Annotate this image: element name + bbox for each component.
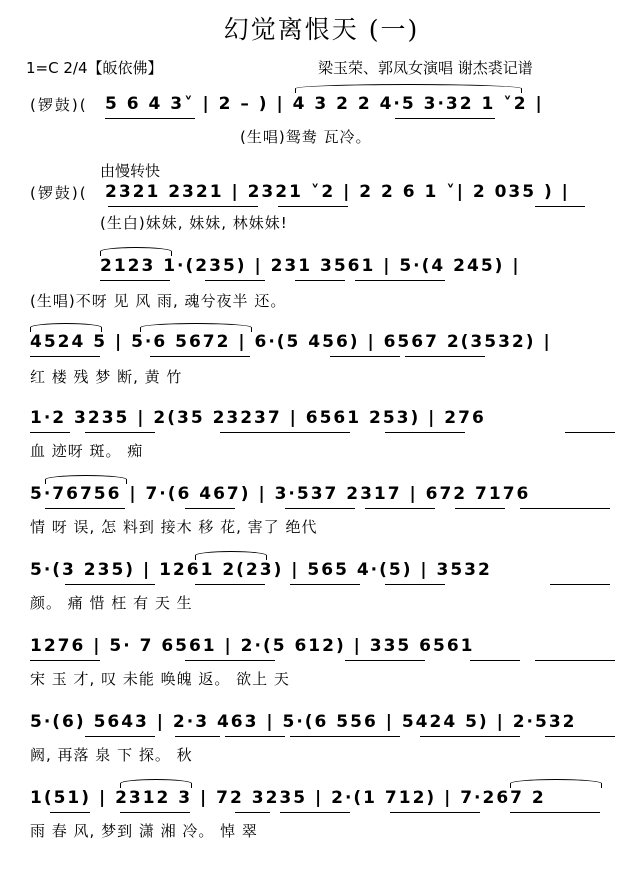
lyric-line: 颜。 痛 惜 枉 有 天 生: [30, 594, 193, 612]
lyric-line: (生唱)不呀 见 风 雨, 魂兮夜半 还。: [30, 292, 287, 310]
score-system-7: [0, 560, 643, 584]
lyric-line: 宋 玉 才, 叹 未能 唤魄 返。 欲上 天: [30, 670, 290, 688]
notation-line: 5 6 4 3˅ | 2 – ) | 4 3 2 2 4·5 3·32 1 ˅2 |: [105, 94, 544, 114]
lyric-line: 血 迹呀 斑。 痴: [30, 442, 144, 460]
score-system-4: [0, 332, 643, 356]
system-prefix: (锣鼓)(: [30, 96, 88, 114]
score-system-9: [0, 712, 643, 736]
credits: 梁玉荣、郭凤女演唱 谢杰裘记谱: [318, 59, 533, 77]
notation-line: 1276 | 5· 7 6561 | 2·(5 612) | 335 6561: [30, 636, 475, 656]
score-system-3: [0, 256, 643, 280]
notation-line: 1(51) | 2312 3 | 72 3235 | 2·(1 712) | 7·267 2: [30, 788, 546, 808]
lyric-line: 红 楼 残 梦 断, 黄 竹: [30, 368, 183, 386]
lyric-line: (生白)妹妹, 妹妹, 林妹妹!: [100, 214, 288, 232]
score-system-10: [0, 788, 643, 812]
score-system-2: [0, 182, 643, 206]
notation-line: 5·76756 | 7·(6 467) | 3·537 2317 | 672 7176: [30, 484, 531, 504]
score-system-1: [0, 94, 643, 118]
score-system-6: [0, 484, 643, 508]
tempo-marking: 由慢转快: [100, 162, 161, 180]
lyric-line: 情 呀 误, 怎 料到 接木 移 花, 害了 绝代: [30, 518, 318, 536]
lyric-line: 阙, 再落 泉 下 探。 秋: [30, 746, 193, 764]
lyric-line: (生唱)鸳鸯 瓦冷。: [240, 128, 372, 146]
notation-line: 4524 5 | 5·6 5672 | 6·(5 456) | 6567 2(3532) |: [30, 332, 552, 352]
score-system-5: [0, 408, 643, 432]
key-signature: 1=C 2/4【皈依佛】: [26, 59, 163, 77]
notation-line: 5·(6) 5643 | 2·3 463 | 5·(6 556 | 5424 5) | 2·532: [30, 712, 577, 732]
notation-line: 1·2 3235 | 2(35 23237 | 6561 253) | 276: [30, 408, 486, 428]
score-system-8: [0, 636, 643, 660]
song-title: 幻觉离恨天 (一): [223, 15, 420, 44]
notation-line: 5·(3 235) | 1261 2(23) | 565 4·(5) | 3532: [30, 560, 492, 580]
notation-line: 2321 2321 | 2321 ˅2 | 2 2 6 1 ˅| 2 035 ) |: [105, 182, 570, 202]
notation-line: 2123 1·(235) | 231 3561 | 5·(4 245) |: [100, 256, 521, 276]
system-prefix: (锣鼓)(: [30, 184, 88, 202]
lyric-line: 雨 春 风, 梦到 潇 湘 冷。 悼 翠: [30, 822, 258, 840]
